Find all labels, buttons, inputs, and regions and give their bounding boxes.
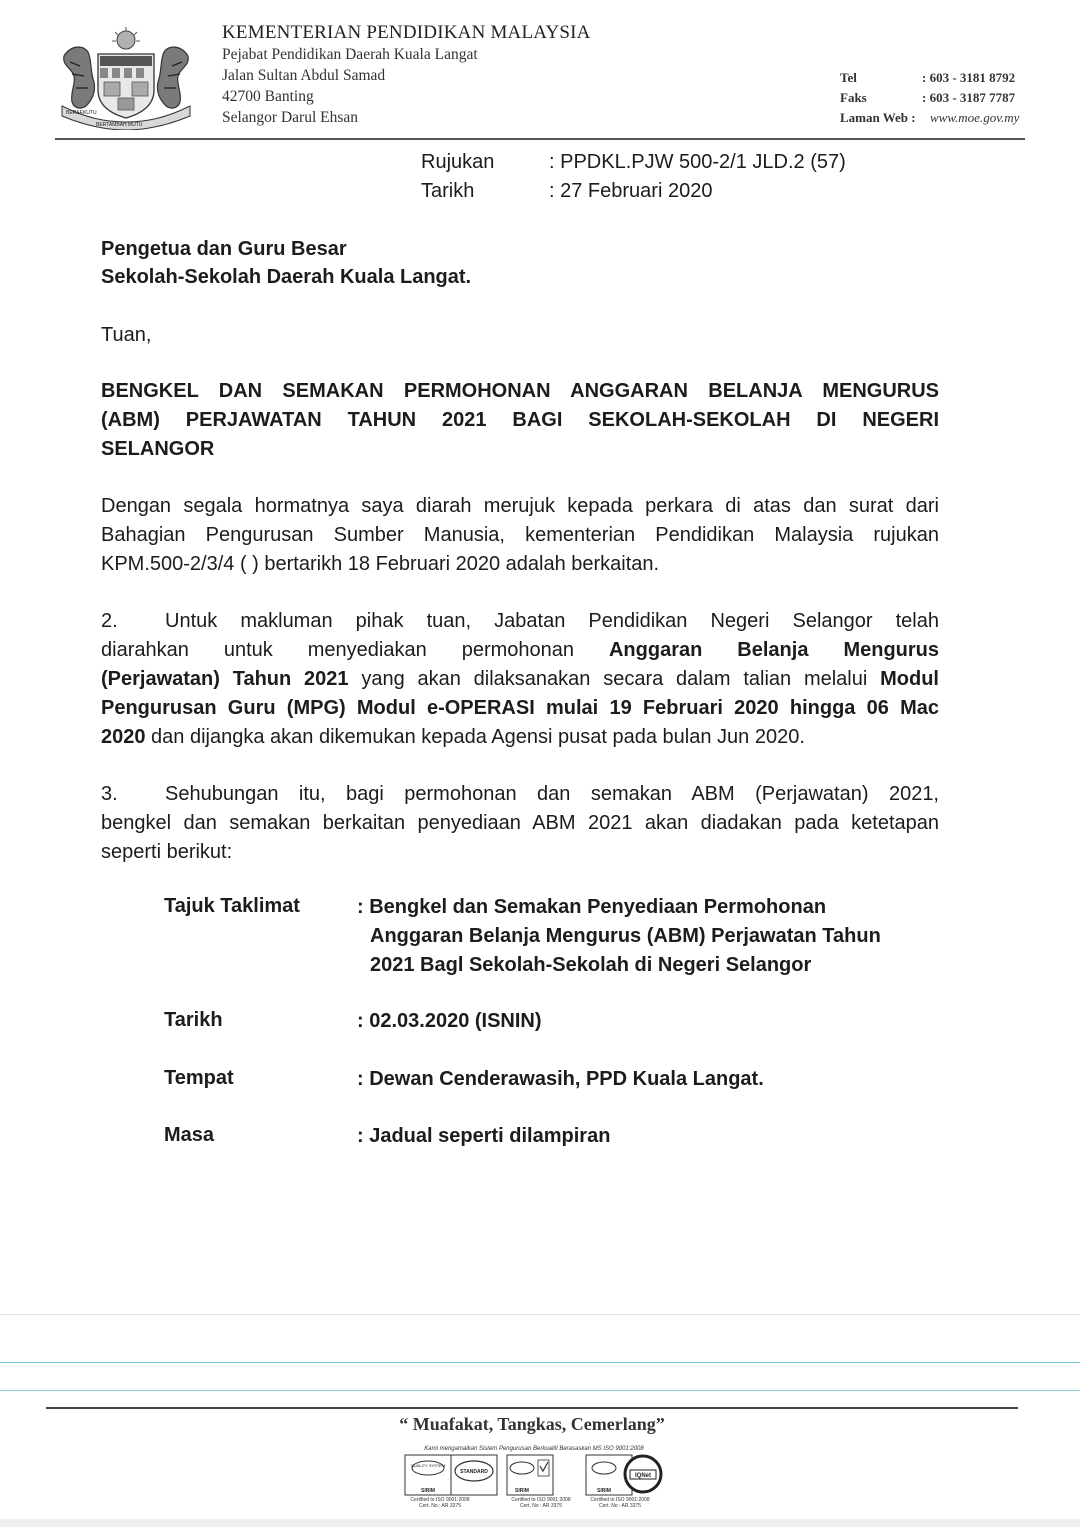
ministry-motto: “ Muafakat, Tangkas, Cemerlang” <box>399 1414 665 1434</box>
sirim-iqnet-badge <box>586 1455 661 1495</box>
para2-line-5 <box>101 723 939 752</box>
website-label: Laman Web : <box>840 110 916 125</box>
scan-edge-shade <box>0 1519 1080 1527</box>
para2-text-1: Untuk makluman pihak tuan, Jabatan Pendidikan Negeri Selangor telah <box>165 610 939 632</box>
para2-bold-modul: Modul <box>880 668 939 690</box>
svg-text:IQNet: IQNet <box>634 1473 652 1479</box>
subject-line-3: SELANGOR <box>101 438 215 460</box>
svg-text:QUALITY SYSTEM: QUALITY SYSTEM <box>410 1463 446 1468</box>
tarikh-label: Tarikh <box>421 180 475 202</box>
cert-caption-2-line-2: Cert. No : AR 3375 <box>520 1503 562 1509</box>
rujukan-value: : PPDKL.PJW 500-2/1 JLD.2 (57) <box>549 151 846 173</box>
address-line-2: Jalan Sultan Abdul Samad <box>222 67 386 84</box>
para2-line-3 <box>101 665 939 694</box>
cert-caption-3-line-2: Cert. No : AR 3375 <box>599 1503 641 1509</box>
schedule-value-tempat: : Dewan Cenderawasih, PPD Kuala Langat. <box>357 1068 764 1090</box>
tarikh-value: : 27 Februari 2020 <box>549 180 713 202</box>
cert-caption-2 <box>503 1497 579 1509</box>
recipient-line-1: Pengetua dan Guru Besar <box>101 238 347 260</box>
address-line-4: Selangor Darul Ehsan <box>222 109 359 126</box>
schedule-label-tarikh: Tarikh <box>164 1009 223 1031</box>
sirim-quality-badge <box>405 1455 451 1495</box>
scan-artifact-line-cyan-2 <box>0 1390 1080 1391</box>
para2-text-3: yang akan dilaksanakan secara dalam talian melalui <box>348 668 881 690</box>
crest-motto-left: BERSEKUTU <box>66 110 97 116</box>
para2-line-2 <box>101 636 939 665</box>
para1-line-3: KPM.500-2/3/4 ( ) bertarikh 18 Februari 2020 adalah berkaitan. <box>101 553 660 575</box>
ministry-name: KEMENTERIAN PENDIDIKAN MALAYSIA <box>222 22 591 43</box>
para2-number: 2. <box>101 610 118 632</box>
scan-artifact-line-cyan <box>0 1362 1080 1363</box>
crest-motto-right: BERTAMBAH MUTU <box>96 122 143 128</box>
para3-line-2: bengkel dan semakan berkaitan penyediaan ABM 2021 akan diadakan pada ketetapan <box>101 812 939 834</box>
para2-bold-abm: Anggaran Belanja Mengurus <box>608 639 939 661</box>
para2-bold-perjawatan: (Perjawatan) Tahun 2021 <box>101 668 349 690</box>
header-divider <box>55 138 1025 140</box>
para3-text-1: Sehubungan itu, bagi permohonan dan semakan ABM (Perjawatan) 2021, <box>165 783 939 805</box>
tel-label: Tel <box>840 70 857 85</box>
recipient-line-2: Sekolah-Sekolah Daerah Kuala Langat. <box>101 266 472 288</box>
subject-line-1: BENGKEL DAN SEMAKAN PERMOHONAN ANGGARAN BELANJA MENGURUS <box>101 380 939 402</box>
para2-text-5: dan dijangka akan dikemukan kepada Agensi pusat pada bulan Jun 2020. <box>145 726 805 748</box>
svg-text:SIRIM: SIRIM <box>515 1488 529 1494</box>
para2-text-2: diarahkan untuk menyediakan permohonan <box>101 639 609 661</box>
website-link[interactable]: www.moe.gov.my <box>930 110 1020 125</box>
salutation: Tuan, <box>101 324 152 346</box>
schedule-label-tajuk: Tajuk Taklimat <box>164 895 300 917</box>
svg-text:SIRIM: SIRIM <box>421 1488 435 1494</box>
cert-caption-1 <box>410 1497 470 1509</box>
subject-line-2: (ABM) PERJAWATAN TAHUN 2021 BAGI SEKOLAH-SEKOLAH DI NEGERI <box>101 409 939 431</box>
schedule-label-tempat: Tempat <box>164 1067 234 1089</box>
schedule-label-masa: Masa <box>164 1124 215 1146</box>
tel-value: : 603 - 3181 8792 <box>922 70 1016 85</box>
para2-bold-year: 2020 <box>101 726 146 748</box>
scan-artifact-line <box>0 1314 1080 1315</box>
fax-value: : 603 - 3187 7787 <box>922 90 1016 105</box>
schedule-tajuk-line-1: : Bengkel dan Semakan Penyediaan Permohonan <box>357 896 827 918</box>
para3-line-3: seperti berikut: <box>101 841 233 863</box>
schedule-value-masa: : Jadual seperti dilampiran <box>357 1125 611 1147</box>
para2-line-4: Pengurusan Guru (MPG) Modul e-OPERASI mulai 19 Februari 2020 hingga 06 Mac <box>101 697 939 719</box>
sirim-ukas-badge <box>507 1455 553 1495</box>
schedule-tajuk-line-3: 2021 Bagl Sekolah-Sekolah di Negeri Selangor <box>370 954 812 976</box>
address-line-3: 42700 Banting <box>222 88 314 105</box>
fax-label: Faks <box>840 90 867 105</box>
cert-caption-1-line-1: Certified to ISO 9001:2008 <box>410 1497 470 1503</box>
coat-of-arms-logo <box>56 26 196 130</box>
footer-divider <box>46 1407 1018 1409</box>
schedule-value-tajuk <box>357 893 881 980</box>
cert-caption-3-line-1: Certified to ISO 9001:2008 <box>590 1497 650 1503</box>
svg-text:SIRIM: SIRIM <box>597 1488 611 1494</box>
cert-caption-3 <box>582 1497 658 1509</box>
standard-badge <box>451 1455 497 1495</box>
cert-caption-1-line-2: Cert. No : AR 3375 <box>419 1503 461 1509</box>
para3-number: 3. <box>101 783 118 805</box>
schedule-tajuk-line-2: Anggaran Belanja Mengurus (ABM) Perjawatan Tahun <box>370 925 881 947</box>
para1-line-2: Bahagian Pengurusan Sumber Manusia, kementerian Pendidikan Malaysia rujukan <box>101 524 939 546</box>
para3-line-1 <box>101 780 939 809</box>
para1-line-1: Dengan segala hormatnya saya diarah merujuk kepada perkara di atas dan surat dari <box>101 495 939 517</box>
rujukan-label: Rujukan <box>421 151 495 173</box>
address-line-1: Pejabat Pendidikan Daerah Kuala Langat <box>222 46 478 63</box>
schedule-value-tarikh: : 02.03.2020 (ISNIN) <box>357 1010 542 1032</box>
cert-caption-2-line-1: Certified to ISO 9001:2008 <box>511 1497 571 1503</box>
para2-line-1 <box>101 607 939 636</box>
iso-statement: Kami mengamalkan Sistem Pengurusan Berkualiti Berasaskan MS ISO 9001:2008 <box>424 1446 644 1452</box>
svg-text:STANDARD: STANDARD <box>460 1469 488 1475</box>
